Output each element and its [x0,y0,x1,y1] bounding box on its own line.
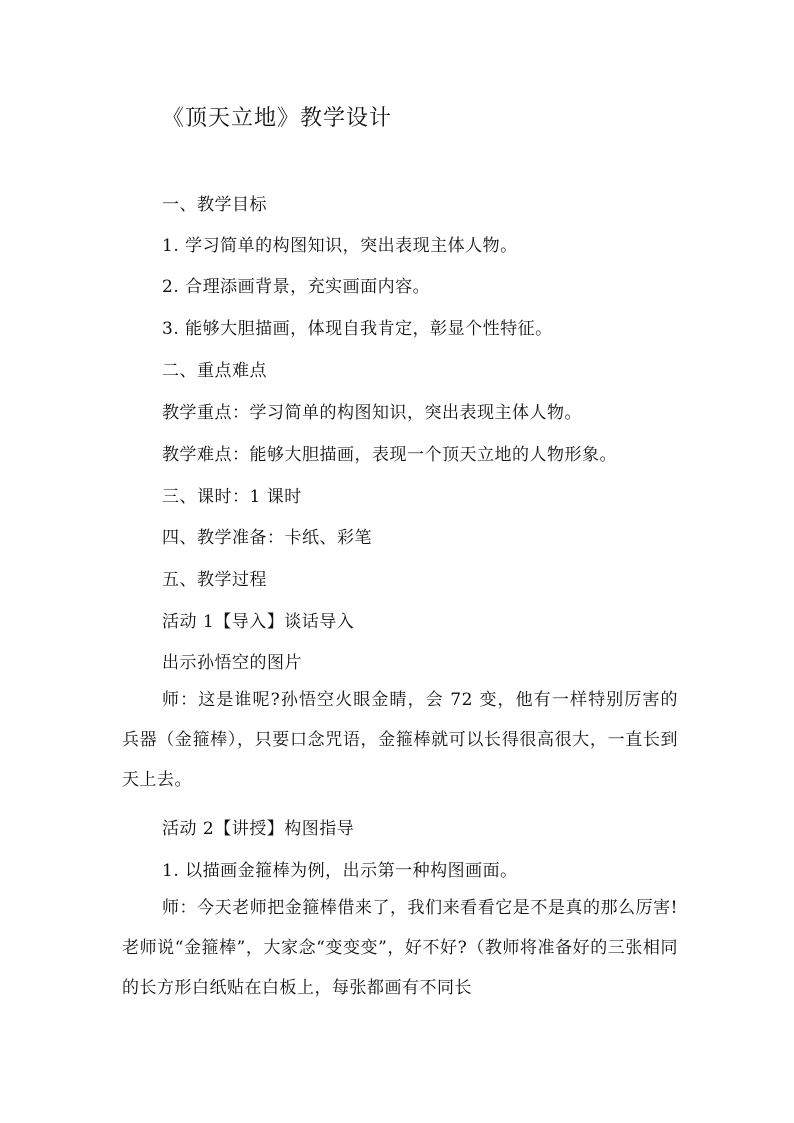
key-point: 教学重点：学习简单的构图知识，突出表现主体人物。 [162,403,582,423]
document-title: 《顶天立地》教学设计 [162,106,393,131]
section-heading-key-points: 二、重点难点 [162,361,267,381]
section-heading-class-hours: 三、课时：1 课时 [162,487,302,507]
objective-item-3: 3. 能够大胆描画，体现自我肯定，彰显个性特征。 [162,319,553,339]
section-heading-preparation: 四、教学准备：卡纸、彩笔 [162,528,372,548]
activity-2-paragraph: 师：今天老师把金箍棒借来了，我们来看看它是不是真的那么厉害!老师说“金箍棒”，大家念“变变变”，好不好?（教师将准备好的三张相同的长方形白纸贴在白板上，每张都画有不同长 [122,898,678,998]
objective-item-1: 1. 学习简单的构图知识，突出表现主体人物。 [162,236,518,256]
section-heading-process: 五、教学过程 [162,570,267,590]
activity-1-line: 出示孙悟空的图片 [162,653,302,673]
objective-item-2: 2. 合理添画背景，充实画面内容。 [162,277,431,297]
section-heading-objectives: 一、教学目标 [162,195,267,215]
difficult-point: 教学难点：能够大胆描画，表现一个顶天立地的人物形象。 [162,445,617,465]
activity-2-item-1: 1. 以描画金箍棒为例，出示第一种构图画面。 [162,861,518,881]
activity-1-paragraph: 师：这是谁呢?孙悟空火眼金睛，会 72 变，他有一样特别厉害的兵器（金箍棒），只要口念咒语，金箍棒就可以长得很高很大，一直长到天上去。 [122,690,678,790]
activity-2-heading: 活动 2【讲授】构图指导 [162,819,355,839]
activity-1-heading: 活动 1【导入】谈话导入 [162,612,355,632]
